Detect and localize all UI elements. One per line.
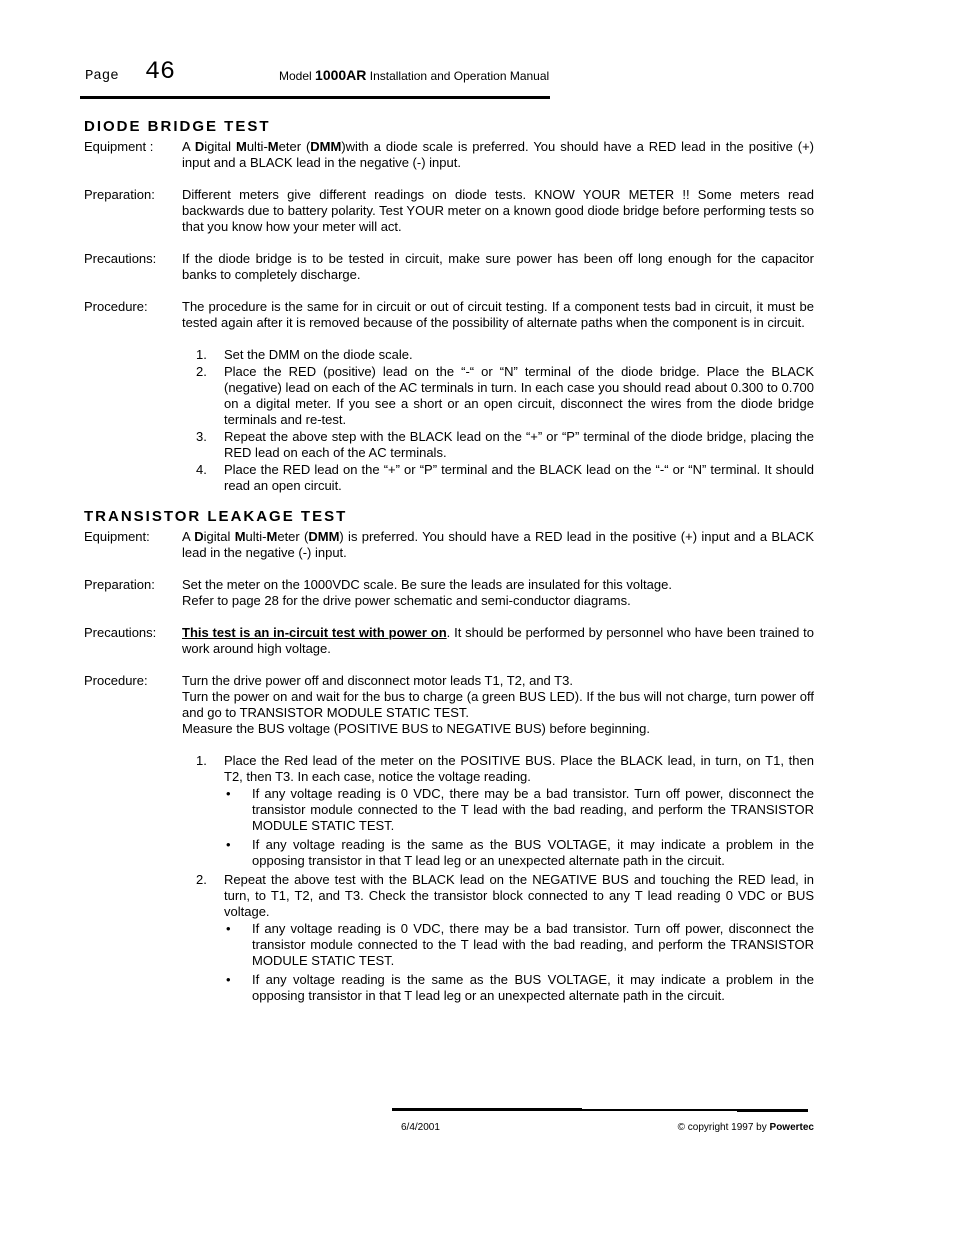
diode-steps bbox=[182, 347, 814, 494]
text-run: . It should be performed by personnel who have been trained to work around high voltage. bbox=[182, 625, 814, 656]
page-content bbox=[84, 118, 814, 1018]
bullet-item bbox=[224, 837, 814, 869]
footer-date: 6/4/2001 bbox=[401, 1122, 440, 1133]
transistor-procedure-text bbox=[182, 673, 814, 737]
paragraph: Set the meter on the 1000VDC scale. Be sure the leads are insulated for this voltage. bbox=[182, 577, 672, 592]
text-run: M bbox=[235, 139, 247, 154]
text-run: A bbox=[182, 139, 195, 154]
diode-precautions-text: If the diode bridge is to be tested in circuit, make sure power has been off long enough for the capacitor banks to completely discharge. bbox=[182, 251, 814, 282]
step-number: 1. bbox=[196, 347, 207, 362]
transistor-preparation-row bbox=[84, 577, 814, 609]
footer-rule bbox=[392, 1108, 582, 1111]
diode-bridge-title: DIODE BRIDGE TEST bbox=[84, 118, 271, 135]
page-number: 46 bbox=[145, 57, 176, 86]
row-label: Procedure: bbox=[84, 299, 148, 314]
step-number: 4. bbox=[196, 462, 207, 477]
text-run: eter ( bbox=[278, 139, 311, 154]
step-number: 1. bbox=[196, 753, 207, 768]
step-text: Place the RED lead on the “+” or “P” terminal and the BLACK lead on the “-“ or “N” terminal. It should read an open circuit. bbox=[224, 462, 814, 493]
text-run: D bbox=[194, 529, 204, 544]
list-item bbox=[182, 429, 814, 461]
bullet-text: If any voltage reading is the same as the BUS VOLTAGE, it may indicate a problem in the opposing transistor in that T lead leg or an unexpected alternate path in the circuit. bbox=[252, 972, 814, 1003]
step-text: Place the Red lead of the meter on the POSITIVE BUS. Place the BLACK lead, in turn, on T1, then T2, then T3. In each case, notice the voltage reading. bbox=[224, 753, 814, 784]
row-label: Equipment: bbox=[84, 529, 150, 544]
diode-procedure-row bbox=[84, 299, 814, 331]
bullet-icon: • bbox=[226, 972, 231, 987]
text-run: igital bbox=[204, 139, 236, 154]
row-label: Procedure: bbox=[84, 673, 148, 688]
list-item bbox=[182, 753, 814, 869]
diode-bridge-section bbox=[84, 118, 814, 494]
transistor-equipment-row bbox=[84, 529, 814, 561]
step-text: Set the DMM on the diode scale. bbox=[224, 347, 413, 362]
diode-procedure-text: The procedure is the same for in circuit or out of circuit testing. If a component tests bad in circuit, it must be tested again after it is removed because of the possibility of alternate paths when the component is in circuit. bbox=[182, 299, 814, 330]
text-run: DMM bbox=[308, 529, 340, 544]
text-run: M bbox=[267, 139, 279, 154]
list-item bbox=[182, 364, 814, 428]
list-item bbox=[182, 462, 814, 494]
transistor-equipment-text bbox=[182, 529, 814, 561]
bullet-icon: • bbox=[226, 837, 231, 852]
step-text: Repeat the above step with the BLACK lead on the “+” or “P” terminal of the diode bridge, placing the RED lead on each of the AC terminals. bbox=[224, 429, 814, 460]
bullet-item bbox=[224, 921, 814, 969]
text-run: DMM bbox=[310, 139, 342, 154]
footer-rule bbox=[737, 1109, 808, 1112]
row-label: Preparation: bbox=[84, 577, 155, 592]
step-text: Place the RED (positive) lead on the “-“ or “N” terminal of the diode bridge. Place the BLACK (negative) lead on each of the AC terminals in turn. In each case you should read about 0.300 to 0.700 on a digital meter. If you see a short or an open circuit, disconnect the wires from the diode bridge terminals and re-test. bbox=[224, 364, 814, 427]
diode-equipment-text bbox=[182, 139, 814, 171]
footer-rule bbox=[582, 1109, 737, 1111]
transistor-preparation-text bbox=[182, 577, 814, 609]
text-run: ulti- bbox=[245, 529, 267, 544]
model-name: 1000AR bbox=[315, 67, 367, 83]
paragraph: Measure the BUS voltage (POSITIVE BUS to NEGATIVE BUS) before beginning. bbox=[182, 721, 650, 736]
step-number: 2. bbox=[196, 872, 207, 887]
diode-preparation-text: Different meters give different readings on diode tests. KNOW YOUR METER !! Some meters read backwards due to battery polarity. Test YOUR meter on a known good diode bridge before performing tests so that you know how your meter will act. bbox=[182, 187, 814, 234]
manual-title bbox=[279, 67, 549, 83]
step-number: 2. bbox=[196, 364, 207, 379]
bullet-icon: • bbox=[226, 786, 231, 801]
bullet-text: If any voltage reading is the same as the BUS VOLTAGE, it may indicate a problem in the opposing transistor in that T lead leg or an unexpected alternate path in the circuit. bbox=[252, 837, 814, 868]
page-label: Page bbox=[85, 68, 119, 84]
step-number: 3. bbox=[196, 429, 207, 444]
transistor-precautions-row bbox=[84, 625, 814, 657]
text-run: igital bbox=[203, 529, 235, 544]
text-run: M bbox=[234, 529, 246, 544]
diode-precautions-row bbox=[84, 251, 814, 283]
manual-suffix: Installation and Operation Manual bbox=[366, 69, 550, 83]
row-label: Preparation: bbox=[84, 187, 155, 202]
transistor-steps bbox=[182, 753, 814, 1004]
text-run: M bbox=[266, 529, 278, 544]
model-prefix: Model bbox=[279, 69, 316, 83]
row-label: Equipment : bbox=[84, 139, 154, 154]
transistor-leakage-section bbox=[84, 508, 814, 1004]
paragraph: Turn the power on and wait for the bus to charge (a green BUS LED). If the bus will not charge, turn power off and go to TRANSISTOR MODULE STATIC TEST. bbox=[182, 689, 814, 720]
list-item bbox=[182, 872, 814, 1004]
paragraph: Refer to page 28 for the drive power schematic and semi-conductor diagrams. bbox=[182, 593, 631, 608]
footer-copyright bbox=[678, 1122, 814, 1133]
row-label: Precautions: bbox=[84, 251, 157, 266]
transistor-leakage-title: TRANSISTOR LEAKAGE TEST bbox=[84, 508, 348, 525]
bullet-item bbox=[224, 972, 814, 1004]
header-rule bbox=[80, 96, 550, 99]
warning-text: This test is an in-circuit test with power on bbox=[182, 625, 447, 640]
bullet-item bbox=[224, 786, 814, 834]
text-run: eter ( bbox=[277, 529, 309, 544]
transistor-procedure-row bbox=[84, 673, 814, 737]
list-item bbox=[182, 347, 814, 363]
text-run: )with a diode scale is preferred. You should have a RED lead in the positive (+) input and a BLACK lead in the negative (-) input. bbox=[182, 139, 814, 170]
diode-equipment-row bbox=[84, 139, 814, 171]
bullet-text: If any voltage reading is 0 VDC, there may be a bad transistor. Turn off power, disconnect the transistor module connected to the T lead with the bad reading, and perform the TRANSISTOR MODULE STATIC TEST. bbox=[252, 921, 814, 968]
transistor-precautions-text bbox=[182, 625, 814, 657]
company-name: Powertec bbox=[769, 1122, 814, 1133]
step-text: Repeat the above test with the BLACK lead on the NEGATIVE BUS and touching the RED lead, in turn, to T1, T2, and T3. Check the transistor block connected to any T lead reading 0 VDC or BUS voltage. bbox=[224, 872, 814, 919]
text-run: ulti- bbox=[246, 139, 268, 154]
diode-preparation-row bbox=[84, 187, 814, 235]
bullet-icon: • bbox=[226, 921, 231, 936]
text-run: A bbox=[182, 529, 195, 544]
text-run: D bbox=[194, 139, 205, 154]
row-label: Precautions: bbox=[84, 625, 157, 640]
text-run: ) is preferred. You should have a RED lead in the positive (+) input and a BLACK lead in the negative (-) input. bbox=[182, 529, 814, 560]
copyright-text: © copyright 1997 by bbox=[677, 1122, 770, 1133]
bullet-text: If any voltage reading is 0 VDC, there may be a bad transistor. Turn off power, disconnect the transistor module connected to the T lead with the bad reading, and perform the TRANSISTOR MODULE STATIC TEST. bbox=[252, 786, 814, 833]
paragraph: Turn the drive power off and disconnect motor leads T1, T2, and T3. bbox=[182, 673, 573, 688]
